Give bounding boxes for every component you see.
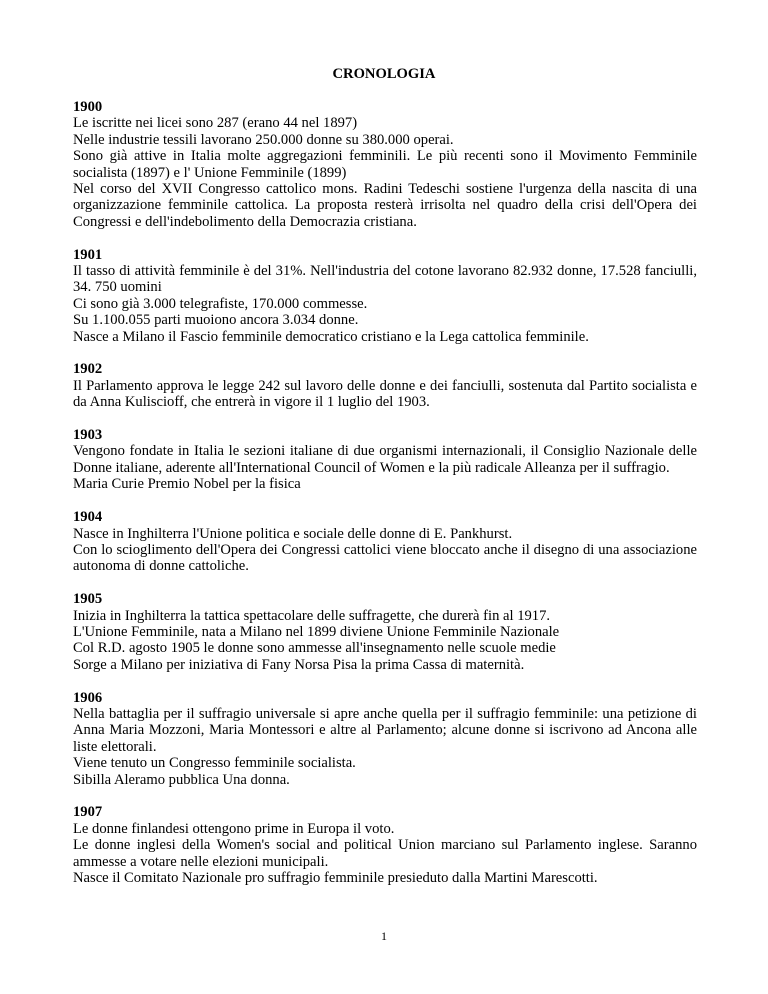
year-entry (73, 509, 697, 575)
year-heading: 1902 (73, 361, 103, 378)
entry-paragraph: Inizia in Inghilterra la tattica spettacolare delle suffragette, che durerà fin al 1917. (73, 607, 551, 624)
entry-paragraph: Su 1.100.055 parti muoiono ancora 3.034 donne. (73, 312, 359, 329)
entry-paragraph: L'Unione Femminile, nata a Milano nel 1899 diviene Unione Femminile Nazionale (73, 623, 560, 640)
entry-paragraph: Nasce a Milano il Fascio femminile democratico cristiano e la Lega cattolica femminile. (73, 328, 589, 345)
entry-paragraph: Vengono fondate in Italia le sezioni italiane di due organismi internazionali, il Consiglio Nazionale delle Donne italiane, aderente all'International Council of Women e la più radicale Alleanza per il suffragio. (73, 443, 697, 476)
year-heading: 1901 (73, 246, 103, 263)
year-entry (73, 99, 697, 230)
entry-paragraph: Le iscritte nei licei sono 287 (erano 44 nel 1897) (73, 115, 358, 132)
entry-paragraph: Col R.D. agosto 1905 le donne sono ammesse all'insegnamento nelle scuole medie (73, 640, 556, 657)
chronology-list (73, 99, 697, 903)
entry-paragraph: Ci sono già 3.000 telegrafiste, 170.000 commesse. (73, 295, 368, 312)
entry-paragraph: Sorge a Milano per iniziativa di Fany Norsa Pisa la prima Cassa di maternità. (73, 656, 525, 673)
year-entry (73, 247, 697, 345)
entry-paragraph: Il Parlamento approva le legge 242 sul lavoro delle donne e dei fanciulli, sostenuta dal Partito socialista e da Anna Kuliscioff, che entrerà in vigore il 1 luglio del 1903. (73, 377, 697, 411)
entry-paragraph: Nella battaglia per il suffragio universale si apre anche quella per il suffragio femminile: una petizione di Anna Maria Mozzoni, Maria Montessori e altre al Parlamento; alcune donne si iscrivono ad Ancona alle liste elettorali. (73, 705, 697, 755)
year-heading: 1900 (73, 99, 103, 115)
year-heading: 1903 (73, 427, 103, 444)
year-entry (73, 591, 697, 673)
entry-paragraph: Sibilla Aleramo pubblica Una donna. (73, 771, 290, 788)
page-title: CRONOLOGIA (332, 66, 436, 82)
entry-paragraph: Nasce il Comitato Nazionale pro suffragio femminile presieduto dalla Martini Marescotti. (73, 869, 598, 886)
entry-paragraph: Nasce in Inghilterra l'Unione politica e sociale delle donne di E. Pankhurst. (73, 525, 513, 542)
entry-paragraph: Le donne inglesi della Women's social and political Union marciano sul Parlamento inglese. Saranno ammesse a votare nelle elezioni municipali. (73, 837, 697, 870)
year-entry (73, 690, 697, 788)
entry-paragraph: Nel corso del XVII Congresso cattolico mons. Radini Tedeschi sostiene l'urgenza della nascita di una organizzazione femminile cattolica. La proposta resterà irrisolta nel quadro della crisi dell'Opera dei Congressi e dell'indebolimento della Democrazia cristiana. (73, 181, 697, 230)
entry-paragraph: Viene tenuto un Congresso femminile socialista. (73, 755, 356, 772)
entry-paragraph: Sono già attive in Italia molte aggregazioni femminili. Le più recenti sono il Movimento Femminile socialista (1897) e l' Unione Femminile (1899) (73, 148, 697, 181)
year-entry (73, 427, 697, 493)
page-number: 1 (381, 929, 387, 943)
year-heading: 1905 (73, 591, 103, 608)
year-entry (73, 804, 697, 886)
year-heading: 1907 (73, 804, 103, 821)
entry-paragraph: Le donne finlandesi ottengono prime in Europa il voto. (73, 820, 395, 837)
year-heading: 1904 (73, 509, 103, 526)
year-entry (73, 361, 697, 410)
entry-paragraph: Nelle industrie tessili lavorano 250.000 donne su 380.000 operai. (73, 131, 454, 148)
year-heading: 1906 (73, 689, 103, 706)
entry-paragraph: Maria Curie Premio Nobel per la fisica (73, 476, 301, 493)
entry-paragraph: Il tasso di attività femminile è del 31%. Nell'industria del cotone lavorano 82.932 donne, 17.528 fanciulli, 34. 750 uomini (73, 263, 697, 296)
entry-paragraph: Con lo scioglimento dell'Opera dei Congressi cattolici viene bloccato anche il disegno di una associazione autonoma di donne cattoliche. (73, 541, 697, 575)
